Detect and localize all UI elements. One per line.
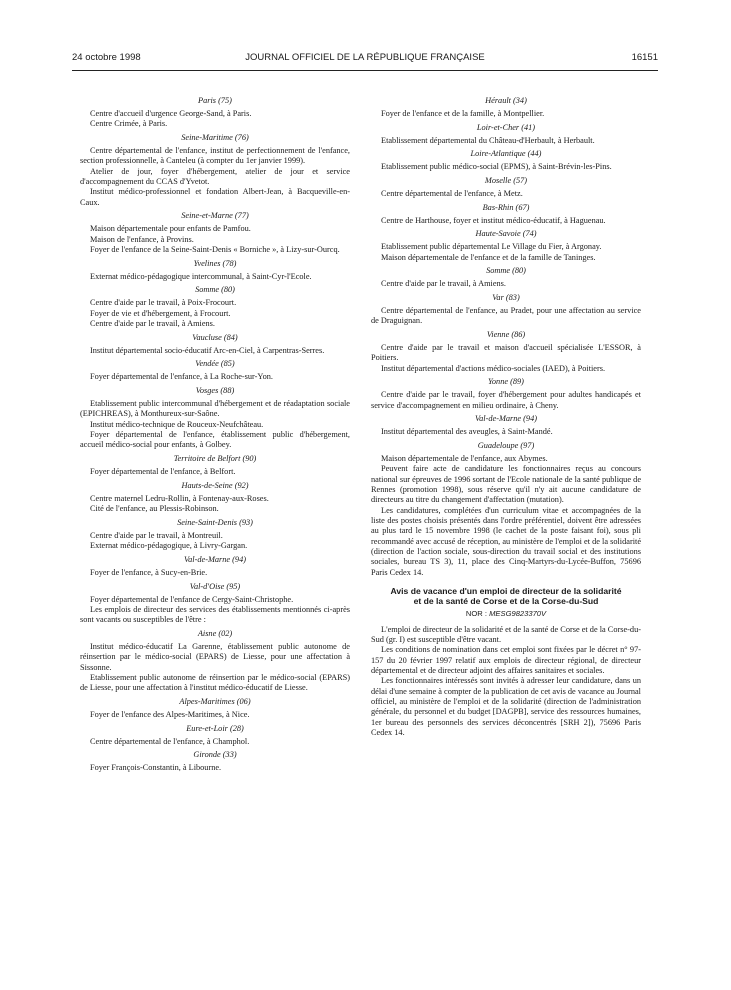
department-section [80, 750, 350, 773]
department-section [80, 259, 350, 282]
establishment-entry: Maison départementale de l'enfance et de la famille de Taninges. [381, 252, 596, 262]
establishment-entry: Etablissement public médico-social (EPMS), à Saint-Brévin-les-Pins. [381, 162, 612, 172]
right-column [371, 96, 641, 738]
department-section [80, 285, 350, 329]
establishment-entry: Institut départemental des aveugles, à Saint-Mandé. [381, 427, 553, 437]
header-page-number: 16151 [631, 52, 658, 63]
notice-title-line1: Avis de vacance d'un emploi de directeur de la solidarité [390, 586, 622, 597]
department-section [80, 582, 350, 626]
nor-reference [371, 609, 641, 619]
establishment-entry: Institut médico-éducatif La Garenne, établissement public autonome de réinsertion par le médico-social (EPARS) de Liesse, pour une affectation à Sissonne. [80, 641, 350, 672]
establishment-entry: Atelier de jour, foyer d'hébergement, atelier de jour et service d'accompagnement du CCAS d'Yvetot. [80, 166, 350, 186]
department-title: Aisne (02) [197, 628, 233, 638]
establishment-entry: Etablissement public autonome de réinsertion par le médico-social (EPARS) de Liesse, pour une affectation à l'institut médico-éducatif de Liesse. [80, 672, 350, 693]
header-rule [72, 70, 658, 71]
establishment-entry: Cité de l'enfance, au Plessis-Robinson. [90, 504, 219, 514]
establishment-entry: Maison de l'enfance, à Provins. [90, 234, 194, 244]
establishment-entry: Centre départemental de l'enfance, institut de perfectionnement de l'enfance, section professionnelle, à Canteleu (à compter du 1er janvier 1999). [80, 145, 350, 166]
department-section [80, 454, 350, 477]
establishment-entry: Les emplois de directeur des services des établissements mentionnés ci-après sont vacants ou susceptibles de l'être : [80, 604, 350, 625]
establishment-entry: Maison départementale de l'enfance, aux Abymes. [381, 454, 548, 464]
department-section [80, 724, 350, 747]
establishment-entry: Centre d'aide par le travail, à Amiens. [90, 319, 215, 329]
department-title: Vaucluse (84) [192, 332, 238, 342]
department-title: Loire-Atlantique (44) [470, 149, 542, 159]
establishment-entry: Centre d'aide par le travail, foyer d'hébergement pour adultes handicapés et service d'accompagnement en milieu ordinaire, à Cheny. [371, 390, 641, 410]
department-title: Vienne (86) [486, 330, 526, 340]
department-section [371, 377, 641, 411]
establishment-entry: Foyer de vie et d'hébergement, à Frocourt. [90, 308, 231, 318]
department-section [80, 629, 350, 694]
notice-paragraph: Les fonctionnaires intéressés sont invités à adresser leur candidature, dans un délai d'une semaine à compter de la publication de cet avis de vacance au Journal officiel, au ministère de l'emploi et de la solidarité (direction de l'administration générale, du personnel et du budget [DAGPB], service des ressources humaines, 1er bureau des personnels des services déconcentrés [SRH 2]), 75696 Paris Cedex 14. [371, 676, 641, 737]
notice-title-line2: et de la santé de Corse et de la Corse-du-Sud [413, 596, 599, 607]
department-section [80, 386, 350, 451]
notice-paragraph: Les conditions de nomination dans cet emploi sont fixées par le décret n° 97-157 du 20 février 1997 relatif aux emplois de directeur régional, de directeur départemental et de directeur adjoint des affaires sanitaires et sociales. [371, 645, 641, 675]
department-section [80, 697, 350, 720]
establishment-entry: Centre Crimée, à Paris. [90, 119, 168, 129]
department-title: Yvelines (78) [193, 258, 237, 268]
establishment-entry: Foyer de l'enfance de la Seine-Saint-Denis « Borniche », à Lizy-sur-Ourcq. [90, 245, 340, 255]
nor-label: NOR : [465, 609, 487, 619]
establishment-entry: Institut médico-professionnel et fondation Albert-Jean, à Bacqueville-en-Caux. [80, 187, 350, 207]
department-section [371, 149, 641, 172]
department-title: Vosges (88) [195, 386, 235, 396]
establishment-entry: Centre d'aide par le travail, à Poix-Frocourt. [90, 298, 237, 308]
establishment-entry: Foyer de l'enfance, à Sucy-en-Brie. [90, 567, 208, 577]
establishment-entry: Externat médico-pédagogique intercommunal, à Saint-Cyr-l'Ecole. [90, 271, 312, 281]
department-section [371, 441, 641, 578]
establishment-entry: Centre d'aide par le travail, à Montreuil. [90, 530, 223, 540]
establishment-entry: Les candidatures, complétées d'un curriculum vitae et accompagnées de la liste des postes choisis présentés dans l'ordre préférentiel, doivent être adressées au plus tard le 15 novembre 1998 (le cachet de la poste faisant foi), sous pli recommandé avec accusé de réception, au ministère de l'emploi et de la solidarité (direction de l'action sociale, sous-direction du travail social et des institutions sociales, bureau TS 3), 11, place des Cinq-Martyrs-du-Lycée-Buffon, 75696 Paris Cedex 14. [371, 505, 641, 577]
department-title: Paris (75) [198, 96, 232, 105]
nor-code: MESG9823370V [489, 609, 547, 619]
header-journal-title: JOURNAL OFFICIEL DE LA RÉPUBLIQUE FRANÇAISE [245, 52, 485, 63]
establishment-entry: Centre départemental de l'enfance, à Champhol. [90, 736, 250, 746]
establishment-entry: Centre d'accueil d'urgence George-Sand, à Paris. [90, 108, 252, 118]
department-title: Hauts-de-Seine (92) [181, 480, 249, 490]
department-section [80, 133, 350, 208]
establishment-entry: Institut médico-technique de Rouceux-Neufchâteau. [90, 419, 264, 429]
department-section [371, 293, 641, 327]
department-title: Bas-Rhin (67) [482, 202, 530, 212]
department-title: Val-de-Marne (94) [475, 414, 537, 424]
department-section [371, 330, 641, 374]
establishment-entry: Centre départemental de l'enfance, à Metz. [381, 188, 523, 198]
establishment-entry: Etablissement public intercommunal d'hébergement et de réadaptation sociale (EPICHREAS), à Monthureux-sur-Saône. [80, 399, 350, 419]
department-title: Somme (80) [486, 266, 526, 276]
department-section [371, 96, 641, 119]
establishment-entry: Foyer départemental de l'enfance, à Belfort. [90, 467, 236, 477]
establishment-entry: Foyer de l'enfance des Alpes-Maritimes, à Nice. [90, 709, 250, 719]
department-title: Territoire de Belfort (90) [173, 454, 257, 464]
department-title: Gironde (33) [193, 750, 237, 760]
page-header [72, 52, 658, 66]
establishment-entry: Foyer départemental de l'enfance, établissement public d'hébergement, accueil médico-social pour enfants, à Golbey. [80, 430, 350, 450]
department-title: Alpes-Maritimes (06) [179, 696, 251, 706]
header-date: 24 octobre 1998 [72, 52, 141, 63]
vacancy-notice [371, 586, 641, 738]
department-section [80, 359, 350, 382]
department-title: Guadeloupe (97) [477, 441, 535, 451]
establishment-entry: Centre de Harthouse, foyer et institut médico-éducatif, à Haguenau. [381, 215, 606, 225]
left-column [80, 96, 350, 777]
department-title: Var (83) [492, 293, 520, 303]
establishment-entry: Etablissement départemental du Château-d'Herbault, à Herbault. [381, 135, 595, 145]
department-title: Eure-et-Loir (28) [186, 723, 244, 733]
department-title: Hérault (34) [485, 96, 527, 105]
department-title: Seine-Maritime (76) [181, 133, 249, 143]
department-section [80, 481, 350, 515]
establishment-entry: Etablissement public départemental Le Village du Fier, à Argonay. [381, 242, 602, 252]
department-section [371, 266, 641, 289]
department-section [80, 333, 350, 356]
establishment-entry: Externat médico-pédagogique, à Livry-Gargan. [90, 541, 248, 551]
department-title: Somme (80) [195, 285, 235, 295]
establishment-entry: Centre départemental de l'enfance, au Pradet, pour une affectation au service de Draguignan. [371, 305, 641, 326]
establishment-entry: Foyer de l'enfance et de la famille, à Montpellier. [381, 108, 545, 118]
notice-paragraph: L'emploi de directeur de la solidarité et de la santé de Corse et de la Corse-du-Sud (gr. I) est susceptible d'être vacant. [371, 624, 641, 644]
department-section [371, 229, 641, 263]
department-title: Yonne (89) [488, 377, 524, 387]
department-title: Vendée (85) [195, 359, 235, 369]
establishment-entry: Foyer départemental de l'enfance, à La Roche-sur-Yon. [90, 372, 273, 382]
establishment-entry: Maison départementale pour enfants de Pamfou. [90, 224, 251, 234]
department-title: Val-d'Oise (95) [189, 581, 241, 591]
establishment-entry: Foyer départemental de l'enfance de Cergy-Saint-Christophe. [90, 594, 294, 604]
department-section [80, 518, 350, 552]
department-title: Loir-et-Cher (41) [476, 122, 536, 132]
establishment-entry: Centre d'aide par le travail et maison d'accueil spécialisée L'ESSOR, à Poitiers. [371, 343, 641, 363]
department-section [371, 203, 641, 226]
department-title: Seine-Saint-Denis (93) [177, 517, 253, 527]
department-section [371, 123, 641, 146]
department-title: Haute-Savoie (74) [475, 229, 537, 239]
establishment-entry: Institut départemental socio-éducatif Arc-en-Ciel, à Carpentras-Serres. [90, 345, 325, 355]
department-section [80, 211, 350, 255]
establishment-entry: Foyer François-Constantin, à Libourne. [90, 763, 222, 773]
department-section [371, 176, 641, 199]
establishment-entry: Centre maternel Ledru-Rollin, à Fontenay-aux-Roses. [90, 493, 269, 503]
department-title: Val-de-Marne (94) [184, 554, 246, 564]
department-section [371, 414, 641, 437]
establishment-entry: Centre d'aide par le travail, à Amiens. [381, 279, 506, 289]
department-title: Seine-et-Marne (77) [181, 211, 249, 221]
department-title: Moselle (57) [484, 176, 528, 186]
establishment-entry: Institut départemental d'actions médico-sociales (IAED), à Poitiers. [381, 363, 606, 373]
establishment-entry: Peuvent faire acte de candidature les fonctionnaires reçus au concours national sur épreuves de 1996 sortant de l'Ecole nationale de la santé publique de Rennes (promotion 1998), sous réserve qu'il n'y ait aucune candidature de directeurs au titre du changement d'affectation (mutation). [371, 464, 641, 505]
department-section [80, 96, 350, 130]
department-section [80, 555, 350, 578]
